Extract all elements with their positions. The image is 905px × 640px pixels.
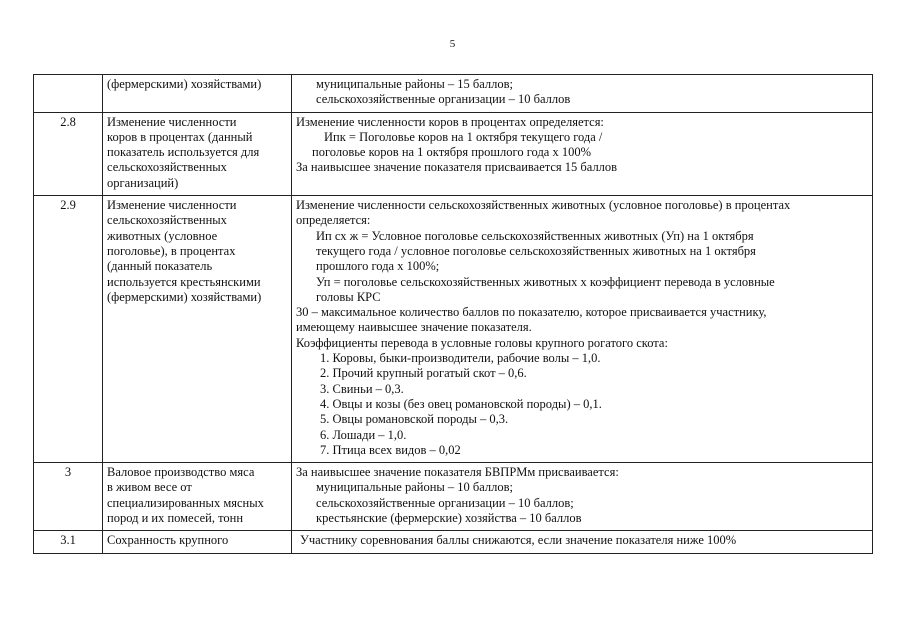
- method-line: прошлого года х 100%;: [316, 259, 440, 274]
- method-line: Участнику соревнования баллы снижаются, если значение показателя ниже 100%: [300, 533, 737, 548]
- indicator-name-cell: [103, 531, 292, 553]
- table-row: [34, 531, 873, 553]
- indicator-name-line: коров в процентах (данный: [107, 129, 253, 144]
- indicator-name-line: Изменение численности: [107, 198, 237, 213]
- method-line: За наивысшее значение показателя БВПРМм присваивается:: [296, 465, 619, 480]
- method-line: 7. Птица всех видов – 0,02: [320, 442, 461, 457]
- indicator-name-cell: [103, 112, 292, 195]
- table-row: [34, 75, 873, 113]
- indicator-name-line: Валовое производство мяса: [107, 465, 255, 480]
- method-line: Уп = поголовье сельскохозяйственных животных х коэффициент перевода в условные: [316, 274, 775, 289]
- indicator-name-line: (фермерскими) хозяйствами): [107, 77, 262, 91]
- criteria-table: [33, 74, 873, 554]
- row-number-cell: 3: [34, 463, 103, 531]
- method-line: 1. Коровы, быки-производители, рабочие волы – 1,0.: [320, 351, 601, 366]
- method-line: 30 – максимальное количество баллов по показателю, которое присваивается участнику,: [296, 305, 767, 320]
- method-line: сельскохозяйственные организации – 10 баллов;: [316, 495, 574, 510]
- indicator-name-cell: [103, 463, 292, 531]
- indicator-name-line: (фермерскими) хозяйствами): [107, 289, 262, 304]
- calculation-method-cell: [292, 463, 873, 531]
- table-row: [34, 112, 873, 195]
- method-line: 2. Прочий крупный рогатый скот – 0,6.: [320, 366, 527, 381]
- method-line: 3. Свиньи – 0,3.: [320, 381, 404, 396]
- method-line: головы КРС: [316, 289, 381, 304]
- method-line: крестьянские (фермерские) хозяйства – 10 баллов: [316, 511, 582, 526]
- indicator-name-line: сельскохозяйственных: [107, 213, 227, 228]
- method-line: текущего года / условное поголовье сельскохозяйственных животных на 1 октября: [316, 243, 756, 258]
- method-line: 6. Лошади – 1,0.: [320, 427, 407, 442]
- indicator-name-line: животных (условное: [107, 228, 218, 243]
- row-number-cell: [34, 75, 103, 113]
- row-number-cell: 2.8: [34, 112, 103, 195]
- calculation-method-cell: [292, 112, 873, 195]
- indicator-name-cell: [103, 196, 292, 463]
- row-number-cell: 3.1: [34, 531, 103, 553]
- indicator-name-line: (данный показатель: [107, 259, 213, 274]
- indicator-name-line: специализированных мясных: [107, 495, 264, 510]
- method-line: 5. Овцы романовской породы – 0,3.: [320, 412, 509, 427]
- indicator-name-line: пород и их помесей, тонн: [107, 511, 244, 526]
- indicator-name-line: Изменение численности: [107, 114, 237, 129]
- method-line: поголовье коров на 1 октября прошлого года х 100%: [312, 145, 592, 160]
- calculation-method-cell: [292, 531, 873, 553]
- method-line: имеющему наивысшее значение показателя.: [296, 320, 532, 335]
- method-line: Изменение численности коров в процентах определяется:: [296, 114, 604, 129]
- indicator-name-line: используется крестьянскими: [107, 274, 261, 289]
- table-row: [34, 463, 873, 531]
- table-row: [34, 196, 873, 463]
- method-line: За наивысшее значение показателя присваивается 15 баллов: [296, 160, 618, 175]
- calculation-method-cell: [292, 75, 873, 113]
- indicator-name-line: организаций): [107, 175, 179, 190]
- indicator-name-line: поголовье), в процентах: [107, 243, 236, 258]
- method-line: Ип сх ж = Условное поголовье сельскохозяйственных животных (Уп) на 1 октября: [316, 228, 754, 243]
- row-number-cell: 2.9: [34, 196, 103, 463]
- method-line: сельскохозяйственные организации – 10 баллов: [316, 92, 571, 107]
- indicator-name-line: в живом весе от: [107, 480, 192, 495]
- method-line: Коэффициенты перевода в условные головы крупного рогатого скота:: [296, 335, 668, 350]
- calculation-method-cell: [292, 196, 873, 463]
- indicator-name-line: показатель используется для: [107, 145, 260, 160]
- method-line: Изменение численности сельскохозяйственных животных (условное поголовье) в процентах: [296, 198, 791, 213]
- indicator-name-cell: [103, 75, 292, 113]
- indicator-name-line: Сохранность крупного: [107, 533, 229, 548]
- method-line: муниципальные районы – 10 баллов;: [316, 480, 514, 495]
- method-line: 4. Овцы и козы (без овец романовской породы) – 0,1.: [320, 396, 602, 411]
- page-number: 5: [449, 38, 456, 50]
- method-line: Ипк = Поголовье коров на 1 октября текущего года /: [324, 129, 603, 144]
- method-line: муниципальные районы – 15 баллов;: [316, 77, 514, 91]
- method-line: определяется:: [296, 213, 371, 228]
- indicator-name-line: сельскохозяйственных: [107, 160, 227, 175]
